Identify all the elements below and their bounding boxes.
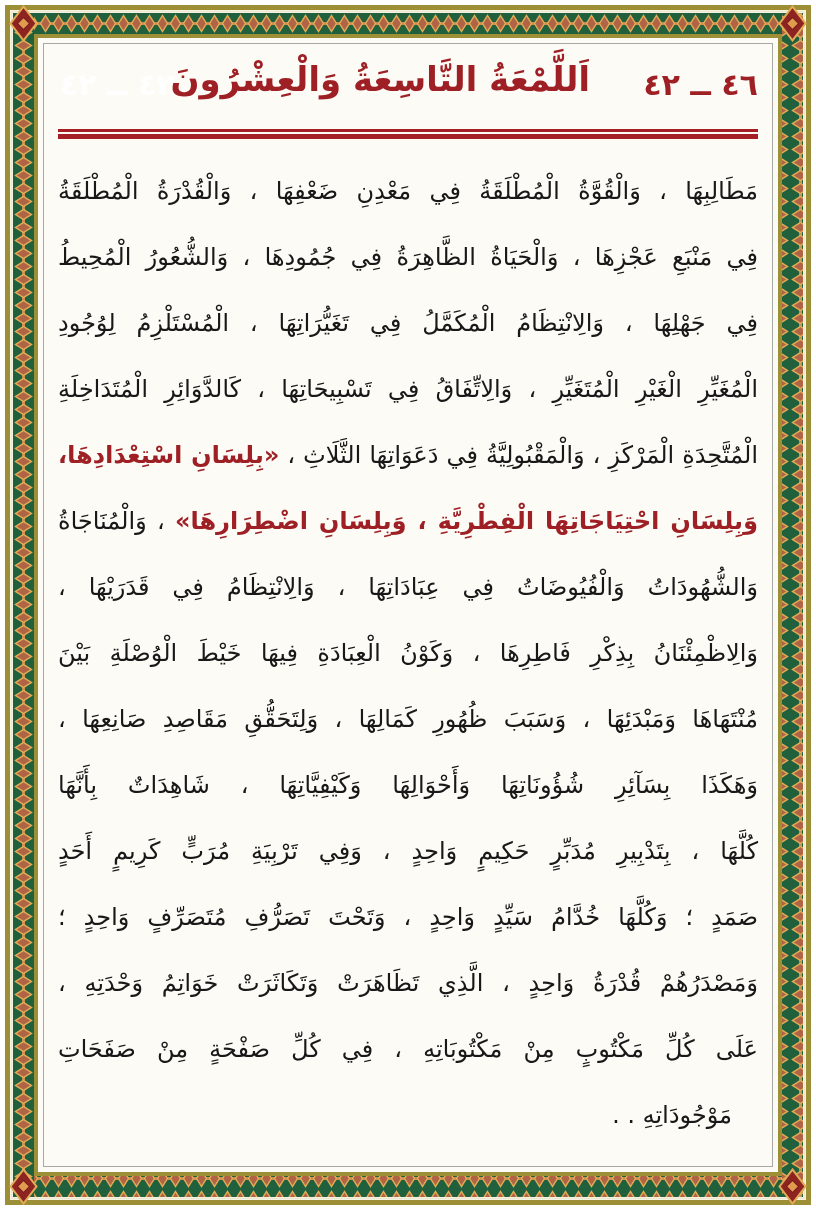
text-segment: عَلَى كُلِّ مَكْتُوبٍ مِنْ مَكْتُوبَاتِهِ ، فِي كُلِّ صَفْحَةٍ مِنْ صَفَحَاتِ — [58, 1035, 758, 1063]
text-segment: وَالِاظْمِئْنَانُ بِذِكْرِ فَاطِرِهَا ، وَكَوْنُ الْعِبَادَةِ فِيهَا خَيْطَ الْوُصْلَةِ بَيْنَ — [58, 639, 758, 667]
text-line-last — [58, 1082, 758, 1148]
text-line — [58, 818, 758, 884]
body-text — [58, 158, 758, 1148]
text-line — [58, 686, 758, 752]
text-segment: الْمُغَيِّرِ الْغَيْرِ الْمُتَغَيِّرِ ، وَالِاتِّفَاقُ فِي تَسْبِيحَاتِهَا ، كَالدَّوَائِرِ الْمُتَدَاخِلَةِ — [58, 375, 758, 403]
text-segment: مُنْتَهَاهَا وَمَبْدَئِهَا ، وَسَبَبَ ظُهُورِ كَمَالِهَا ، وَلِتَحَقُّقِ مَقَاصِدِ صَانِعِهَا ، — [58, 705, 758, 733]
text-line — [58, 290, 758, 356]
header-rule-thick-line — [58, 134, 758, 139]
red-phrase: «بِلِسَانِ اسْتِعْدَادِهَا، — [58, 441, 280, 469]
ornament-band-left — [13, 13, 34, 1197]
text-line — [58, 554, 758, 620]
text-line — [58, 884, 758, 950]
text-segment: وَهَكَذَا بِسَآئِرِ شُؤُونَاتِهَا وَأَحْوَالِهَا وَكَيْفِيَّاتِهَا ، شَاهِدَاتٌ بِأَنَّهَا — [58, 771, 758, 799]
text-line — [58, 224, 758, 290]
text-segment: وَمَصْدَرُهُمْ قُدْرَةُ وَاحِدٍ ، الَّذِي تَظَاهَرَتْ وَتَكَاثَرَتْ خَوَاتِمُ وَحْدَتِهِ ، — [58, 969, 758, 997]
text-line — [58, 1016, 758, 1082]
text-segment: فِي جَهْلِهَا ، وَالِانْتِظَامُ الْمُكَمَّلُ فِي تَغَيُّرَاتِهَا ، الْمُسْتَلْزِمُ لِوُجُودِ — [58, 309, 758, 337]
red-phrase: وَبِلِسَانِ احْتِيَاجَاتِهَا الْفِطْرِيَّةِ ، وَبِلِسَانِ اضْطِرَارِهَا» — [175, 507, 758, 535]
text-segment: ، وَالْمُنَاجَاةُ — [58, 507, 175, 535]
text-segment: مَطَالِبِهَا ، وَالْقُوَّةُ الْمُطْلَقَةُ فِي مَعْدِنِ ضَعْفِهَا ، وَالْقُدْرَةُ الْمُطْلَقَةُ — [58, 177, 758, 205]
ghost-page-range: ٤٢ ــ ٤٢ — [60, 68, 175, 103]
text-line — [58, 422, 758, 488]
ornament-band-right — [782, 13, 803, 1197]
text-segment: صَمَدٍ ؛ وَكُلَّهَا خُدَّامُ سَيِّدٍ وَاحِدٍ ، وَتَحْتَ تَصَرُّفِ مُتَصَرِّفٍ وَاحِدٍ ؛ — [58, 903, 758, 931]
text-segment: مَوْجُودَاتِهِ . . — [612, 1101, 732, 1129]
text-line — [58, 158, 758, 224]
header-rule — [58, 129, 758, 139]
text-line — [58, 356, 758, 422]
text-line — [58, 950, 758, 1016]
chapter-title: اَللَّمْعَةُ التَّاسِعَةُ وَالْعِشْرُونَ — [170, 60, 590, 100]
text-line — [58, 488, 758, 554]
text-segment: كُلَّهَا ، بِتَدْبِيرِ مُدَبِّرٍ حَكِيمٍ وَاحِدٍ ، وَفِي تَرْبِيَةِ مُرَبٍّ كَرِيمٍ أَحَدٍ — [58, 837, 758, 865]
page-content — [58, 0, 758, 1210]
text-line — [58, 752, 758, 818]
text-segment: وَالشُّهُودَاتُ وَالْفُيُوضَاتُ فِي عِبَادَاتِهَا ، وَالِانْتِظَامُ فِي قَدَرَيْهَا ، — [58, 573, 758, 601]
header-rule-thin-line — [58, 129, 758, 132]
text-line — [58, 620, 758, 686]
page-range: ٤٦ ــ ٤٢ — [643, 68, 758, 103]
text-segment: فِي مَنْبَعِ عَجْزِهَا ، وَالْحَيَاةُ الظَّاهِرَةُ فِي جُمُودِهَا ، وَالشُّعُورُ الْمُحِيطُ — [58, 243, 758, 271]
text-segment: الْمُتَّحِدَةِ الْمَرْكَزِ ، وَالْمَقْبُولِيَّةُ فِي دَعَوَاتِهَا الثَّلَاثِ ، — [279, 441, 758, 469]
